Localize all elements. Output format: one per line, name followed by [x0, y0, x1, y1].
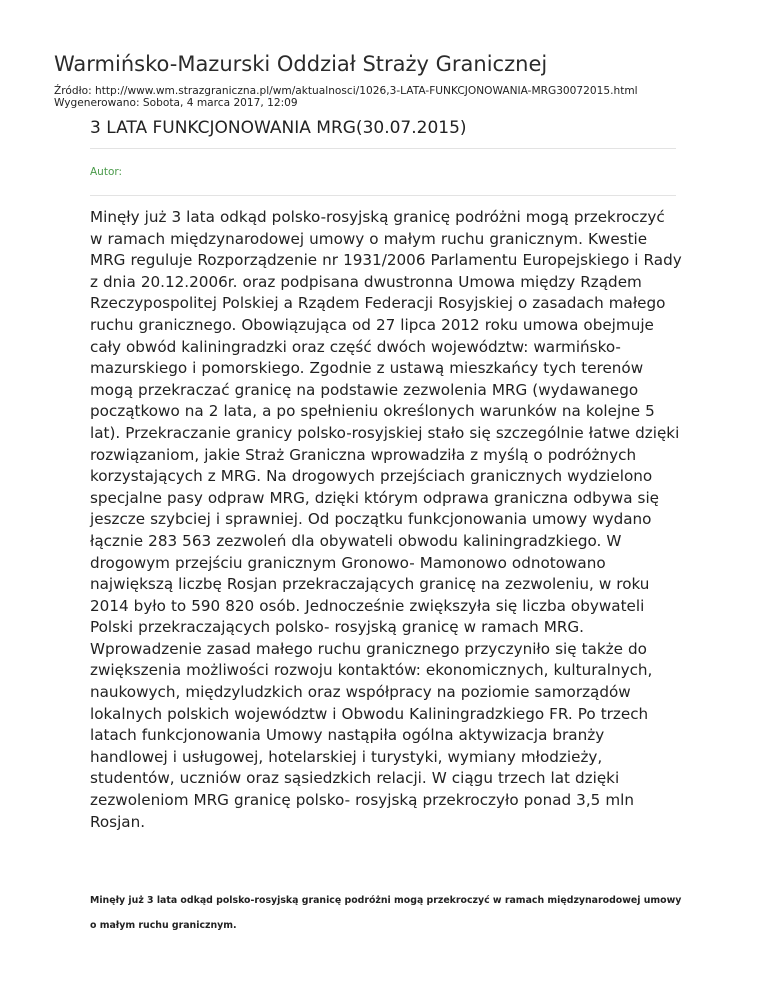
generated-date: Wygenerowano: Sobota, 4 marca 2017, 12:09: [54, 97, 298, 109]
source-url: Źródło: http://www.wm.strazgraniczna.pl/wm/aktualnosci/1026,3-LATA-FUNKCJONOWANIA-MRG30072015.html: [54, 85, 638, 97]
divider-bottom: [90, 195, 676, 196]
site-title: Warmińsko-Mazurski Oddział Straży Granicznej: [54, 52, 548, 76]
author-label: Autor:: [90, 166, 123, 178]
article-summary: Minęły już 3 lata odkąd polsko-rosyjską granicę podróżni mogą przekroczyć w ramach międzynarodowej umowy o małym ruchu granicznym.: [90, 895, 682, 931]
divider-top: [90, 148, 676, 149]
article-body: Minęły już 3 lata odkąd polsko-rosyjską granicę podróżni mogą przekroczyć w ramach międzynarodowej umowy o małym ruchu granicznym. Kwestie MRG reguluje Rozporządzenie nr 1931/2006 Parlamentu Europejskiego i Rady z dnia 20.12.2006r. oraz podpisana dwustronna Umowa między Rządem Rzeczypospolitej Polskiej a Rządem Federacji Rosyjskiej o zasadach małego ruchu granicznego. Obowiązująca od 27 lipca 2012 roku umowa obejmuje cały obwód kaliningradzki oraz część dwóch województw: warmińsko-mazurskiego i pomorskiego. Zgodnie z ustawą mieszkańcy tych terenów mogą przekraczać granicę na podstawie zezwolenia MRG (wydawanego początkowo na 2 lata, a po spełnieniu określonych warunków na kolejne 5 lat). Przekraczanie granicy polsko-rosyjskiej stało się szczególnie łatwe dzięki rozwiązaniom, jakie Straż Graniczna wprowadziła z myślą o podróżnych korzystających z MRG. Na drogowych przejściach granicznych wydzielono specjalne pasy odpraw MRG, dzięki którym odprawa graniczna odbywa się jeszcze szybciej i sprawniej. Od początku funkcjonowania umowy wydano łącznie 283 563 zezwoleń dla obywateli obwodu kaliningradzkiego. W drogowym przejściu granicznym Gronowo- Mamonowo odnotowano największą liczbę Rosjan przekraczających granicę na zezwoleniu, w roku 2014 było to 590 820 osób. Jednocześnie zwiększyła się liczba obywateli Polski przekraczających polsko- rosyjską granicę w ramach MRG. Wprowadzenie zasad małego ruchu granicznego przyczyniło się także do zwiększenia możliwości rozwoju kontaktów: ekonomicznych, kulturalnych, naukowych, międzyludzkich oraz współpracy na poziomie samorządów lokalnych polskich województw i Obwodu Kaliningradzkiego FR. Po trzech latach funkcjonowania Umowy nastąpiła ogólna aktywizacja branży handlowej i usługowej, hotelarskiej i turystyki, wymiany młodzieży, studentów, uczniów oraz sąsiedzkich relacji. W ciągu trzech lat dzięki zezwoleniom MRG granicę polsko- rosyjską przekroczyło ponad 3,5 mln Rosjan.: [90, 208, 682, 831]
source-meta: [54, 85, 638, 109]
article-title: 3 LATA FUNKCJONOWANIA MRG(30.07.2015): [90, 118, 467, 138]
